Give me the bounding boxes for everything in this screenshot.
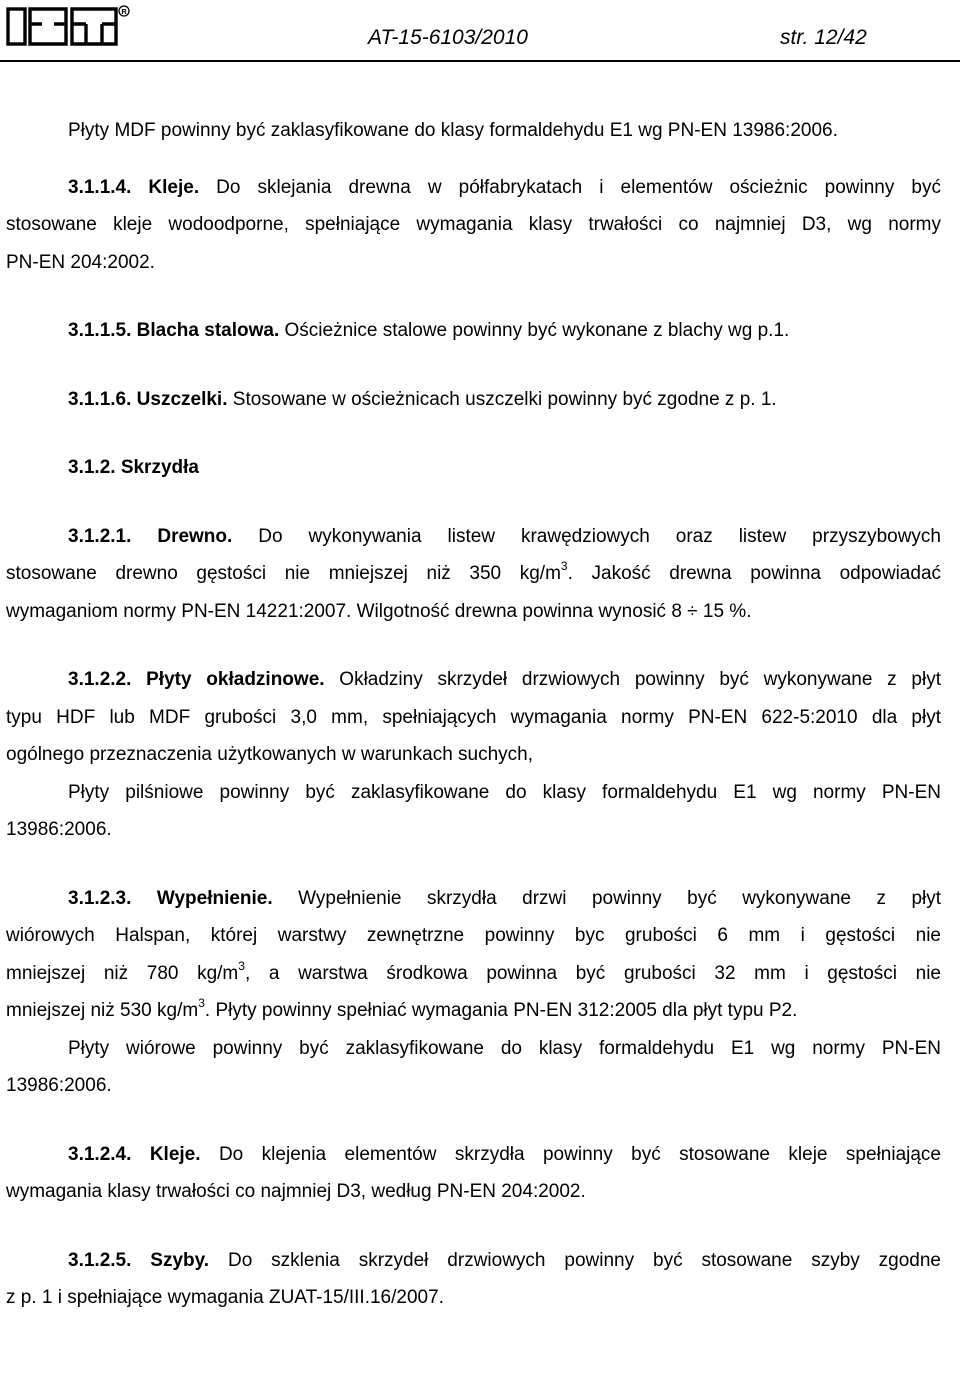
document-number: AT-15-6103/2010 — [368, 26, 528, 49]
section-heading: 3.1.1.5. Blacha stalowa. — [68, 320, 280, 341]
document-body — [6, 112, 941, 1317]
section-heading: 3.1.2.1. Drewno. — [68, 525, 233, 547]
section-3-1-2-5: 3.1.2.5. Szyby. Do szklenia skrzydeł drzwiowych powinny być stosowane szyby zgodne z p. 1 i spełniające wymagania ZUAT-15/III.16/2007. — [6, 1249, 942, 1308]
header-rule — [0, 60, 960, 62]
section-3-1-1-4: 3.1.1.4. Kleje. Do sklejania drewna w półfabrykatach i elementów ościeżnic powinny być stosowane kleje wodoodporne, spełniające wymagania klasy trwałości co najmniej D3, wg normy PN-EN 204:2002. — [6, 176, 941, 273]
section-heading: 3.1.2.3. Wypełnienie. — [68, 887, 273, 909]
page-header — [0, 0, 960, 62]
itb-logo — [6, 4, 130, 48]
section-heading: 3.1.1.6. Uszczelki. — [68, 388, 228, 410]
section-heading: 3.1.2.5. Szyby. — [68, 1249, 210, 1271]
section-3-1-2-1: 3.1.2.1. Drewno. Do wykonywania listew krawędziowych oraz listew przyszybowych stosowane drewno gęstości nie mniejszej niż 350 $kg/m^3$. Jakość drewna powinna odpowiadać wymaganiom normy PN-EN 14221:2007. Wilgotność drewna powinna wynosić 8 ÷ 15 %. — [6, 525, 942, 622]
section-heading: 3.1.2. Skrzydła — [68, 457, 199, 478]
paragraph-mdf: Płyty MDF powinny być zaklasyfikowane do klasy formaldehydu E1 wg PN-EN 13986:2006. — [68, 120, 838, 141]
section-3-1-2-4: 3.1.2.4. Kleje. Do klejenia elementów skrzydła powinny być stosowane kleje spełniające wymagania klasy trwałości co najmniej D3, według PN-EN 204:2002. — [6, 1143, 941, 1202]
section-3-1-2 — [6, 449, 941, 487]
section-3-1-1-6: 3.1.1.6. Uszczelki. Stosowane w ościeżnicach uszczelki powinny być zgodne z p. 1. — [68, 388, 777, 410]
section-3-1-2-3: 3.1.2.3. Wypełnienie. Wypełnienie skrzydła drzwi powinny być wykonywane z płyt wiórowych Halspan, której warstwy zewnętrzne powinny byc grubości 6 mm i gęstości nie mniejszej niż 780 $kg/m^3$, a warstwa środkowa powinna być grubości 32 mm i gęstości nie mniejszej niż 530 $kg/m^3$. Płyty powinny spełniać wymagania PN-EN 312:2005 dla płyt typu P2. Płyty wiórowe powinny być zaklasyfikowane do klasy formaldehydu E1 wg normy PN-EN 13986:2006. — [6, 887, 942, 1096]
section-3-1-2-2: 3.1.2.2. Płyty okładzinowe. Okładziny skrzydeł drzwiowych powinny być wykonywane z płyt typu HDF lub MDF grubości 3,0 mm, spełniających wymagania normy PN-EN 622-5:2010 dla płyt ogólnego przeznaczenia użytkowanych w warunkach suchych, Płyty pilśniowe powinny być zaklasyfikowane do klasy formaldehydu E1 wg normy PN-EN 13986:2006. — [6, 669, 941, 840]
section-heading: 3.1.2.2. Płyty okładzinowe. — [68, 669, 325, 690]
svg-text:R: R — [121, 6, 127, 16]
section-heading: 3.1.2.4. Kleje. — [68, 1143, 201, 1165]
division-sign: ÷ — [687, 600, 698, 622]
page-number: str. 12/42 — [780, 26, 867, 49]
section-heading: 3.1.1.4. Kleje. — [68, 176, 200, 198]
section-3-1-1-5: 3.1.1.5. Blacha stalowa. Ościeżnice stalowe powinny być wykonane z blachy wg p.1. — [68, 320, 790, 341]
